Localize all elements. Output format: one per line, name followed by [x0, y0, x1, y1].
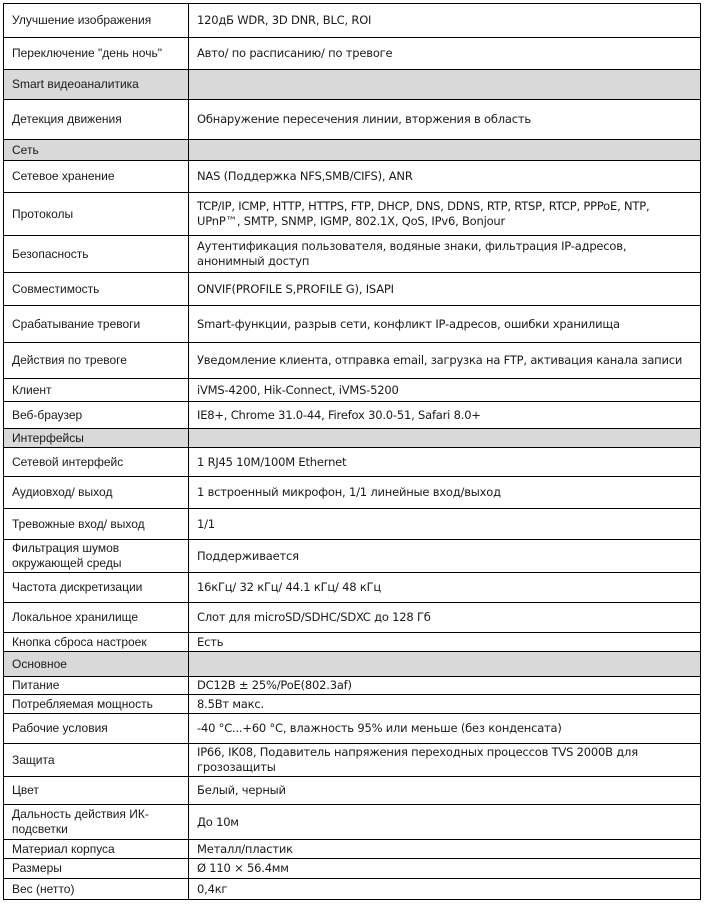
table-row — [4, 402, 701, 429]
spec-value: Ø 110 × 56.4мм — [189, 859, 701, 879]
table-row — [4, 677, 701, 695]
spec-label: Сетевой интерфейс — [4, 448, 189, 477]
spec-value: Есть — [189, 633, 701, 652]
table-row — [4, 477, 701, 509]
table-row — [4, 100, 701, 140]
spec-value: 120дБ WDR, 3D DNR, BLC, ROI — [189, 4, 701, 38]
section-header-row — [4, 429, 701, 448]
table-row — [4, 343, 701, 379]
table-row — [4, 805, 701, 840]
spec-value: 8.5Вт макс. — [189, 695, 701, 714]
spec-label: Потребляемая мощность — [4, 695, 189, 714]
section-header-row — [4, 140, 701, 161]
spec-value: Аутентификация пользователя, водяные знаки, фильтрация IP-адресов, анонимный доступ — [189, 236, 701, 273]
table-row — [4, 840, 701, 859]
spec-value: 16кГц/ 32 кГц/ 44.1 кГц/ 48 кГц — [189, 573, 701, 603]
table-row — [4, 879, 701, 900]
spec-value: Слот для microSD/SDHC/SDXC до 128 Гб — [189, 603, 701, 633]
section-title: Основное — [4, 652, 189, 677]
spec-label: Тревожные вход/ выход — [4, 509, 189, 540]
spec-label: Дальность действия ИК-подсветки — [4, 805, 189, 840]
table-row — [4, 540, 701, 573]
table-row — [4, 859, 701, 879]
spec-value: Уведомление клиента, отправка email, загрузка на FTP, активация канала записи — [189, 343, 701, 379]
spec-value: NAS (Поддержка NFS,SMB/CIFS), ANR — [189, 161, 701, 193]
spec-label: Срабатывание тревоги — [4, 306, 189, 343]
spec-label: Веб-браузер — [4, 402, 189, 429]
spec-value: Обнаружение пересечения линии, вторжения в область — [189, 100, 701, 140]
spec-label: Рабочие условия — [4, 714, 189, 744]
spec-value: 1/1 — [189, 509, 701, 540]
table-row — [4, 633, 701, 652]
spec-value: Металл/пластик — [189, 840, 701, 859]
section-empty-cell — [189, 652, 701, 677]
spec-label: Вес (нетто) — [4, 879, 189, 900]
spec-label: Фильтрация шумов окружающей среды — [4, 540, 189, 573]
spec-value: -40 °C...+60 °C, влажность 95% или меньше (без конденсата) — [189, 714, 701, 744]
spec-value: IE8+, Chrome 31.0-44, Firefox 30.0-51, Safari 8.0+ — [189, 402, 701, 429]
spec-label: Протоколы — [4, 193, 189, 236]
table-row — [4, 448, 701, 477]
table-row — [4, 573, 701, 603]
spec-value: Smart-функции, разрыв сети, конфликт IP-адресов, ошибки хранилища — [189, 306, 701, 343]
spec-label: Улучшение изображения — [4, 4, 189, 38]
section-empty-cell — [189, 429, 701, 448]
spec-label: Совместимость — [4, 273, 189, 306]
table-row — [4, 714, 701, 744]
spec-table — [3, 3, 701, 900]
spec-table-body — [4, 4, 701, 900]
spec-value: TCP/IP, ICMP, HTTP, HTTPS, FTP, DHCP, DNS, DDNS, RTP, RTSP, RTCP, PPPoE, NTP, UPnP™, SMTP, SNMP, IGMP, 802.1X, QoS, IPv6, Bonjour — [189, 193, 701, 236]
table-row — [4, 161, 701, 193]
table-row — [4, 509, 701, 540]
table-row — [4, 273, 701, 306]
spec-value: Белый, черный — [189, 777, 701, 805]
spec-value: IP66, IK08, Подавитель напряжения переходных процессов TVS 2000В для грозозащиты — [189, 744, 701, 777]
spec-label: Детекция движения — [4, 100, 189, 140]
spec-label: Размеры — [4, 859, 189, 879]
table-row — [4, 379, 701, 402]
section-empty-cell — [189, 70, 701, 100]
spec-label: Материал корпуса — [4, 840, 189, 859]
spec-label: Переключение "день ночь" — [4, 38, 189, 70]
section-header-row — [4, 70, 701, 100]
table-row — [4, 695, 701, 714]
spec-label: Безопасность — [4, 236, 189, 273]
spec-label: Питание — [4, 677, 189, 695]
spec-value: DC12В ± 25%/PoE(802.3af) — [189, 677, 701, 695]
spec-label: Защита — [4, 744, 189, 777]
spec-value: iVMS-4200, Hik-Connect, iVMS-5200 — [189, 379, 701, 402]
spec-label: Цвет — [4, 777, 189, 805]
table-row — [4, 4, 701, 38]
spec-label: Локальное хранилище — [4, 603, 189, 633]
table-row — [4, 193, 701, 236]
table-row — [4, 236, 701, 273]
spec-value: Поддерживается — [189, 540, 701, 573]
spec-label: Действия по тревоге — [4, 343, 189, 379]
table-row — [4, 38, 701, 70]
table-row — [4, 777, 701, 805]
spec-value: 1 RJ45 10M/100M Ethernet — [189, 448, 701, 477]
spec-value: До 10м — [189, 805, 701, 840]
spec-value: ONVIF(PROFILE S,PROFILE G), ISAPI — [189, 273, 701, 306]
spec-label: Частота дискретизации — [4, 573, 189, 603]
spec-label: Клиент — [4, 379, 189, 402]
table-row — [4, 744, 701, 777]
spec-label: Аудиовход/ выход — [4, 477, 189, 509]
section-title: Smart видеоаналитика — [4, 70, 189, 100]
section-empty-cell — [189, 140, 701, 161]
spec-value: Авто/ по расписанию/ по тревоге — [189, 38, 701, 70]
spec-label: Кнопка сброса настроек — [4, 633, 189, 652]
spec-value: 1 встроенный микрофон, 1/1 линейные вход/выход — [189, 477, 701, 509]
table-row — [4, 603, 701, 633]
spec-value: 0,4кг — [189, 879, 701, 900]
section-title: Сеть — [4, 140, 189, 161]
section-title: Интерфейсы — [4, 429, 189, 448]
spec-label: Сетевое хранение — [4, 161, 189, 193]
table-row — [4, 306, 701, 343]
section-header-row — [4, 652, 701, 677]
